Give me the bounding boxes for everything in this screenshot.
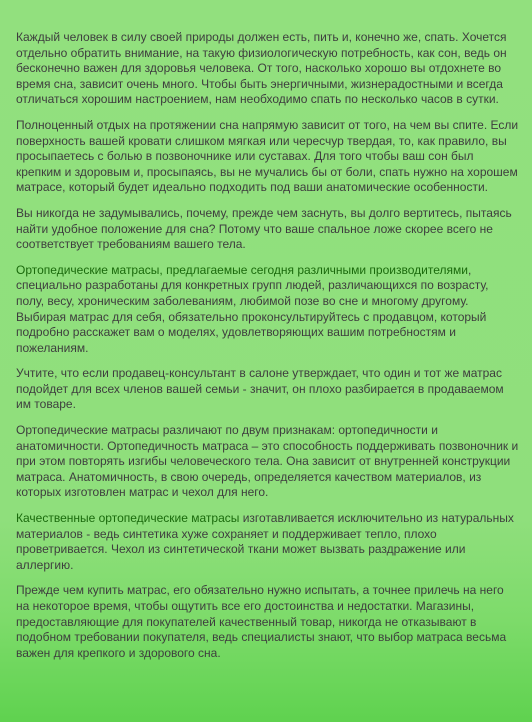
paragraph-orthopedic-matrasses (16, 263, 519, 357)
link-orthopedic-matrasses[interactable]: Ортопедические матрасы (16, 262, 160, 277)
paragraph-quality-text: изготавливается исключительно из натуральных материалов - ведь синтетика хуже сохраняет и поддерживает тепло, плохо проветривается. Чехол из синтетической ткани может вызвать раздражение или аллергию. (16, 511, 514, 572)
paragraph-quality (16, 511, 519, 573)
paragraph-sleep-position: Вы никогда не задумывались, почему, прежде чем заснуть, вы долго вертитесь, пытаясь найти удобное положение для сна? Потому что ваше спальное ложе скорее всего не соответствует требованиям вашего тела. (16, 205, 512, 252)
link-manufacturers[interactable]: предлагаемые сегодня различными производителями (166, 262, 468, 277)
paragraph-testing: Прежде чем купить матрас, его обязательно нужно испытать, а точнее прилечь на него на некоторое время, чтобы ощутить все его достоинства и недостатки. Магазины, предоставляющие для покупателей качественный товар, никогда не отказывают в подобном требовании покупателя, ведь специалисты знают, что выбор матраса весьма важен для крепкого и здорового сна. (16, 583, 507, 660)
paragraph-orthopedic-text: , специально разработаны для конкретных групп людей, различающихся по возрасту, полу, весу, хроническим заболеваниям, любимой позе во сне и многому другому. Выбирая матрас для себя, обязательно проконсультируйтесь с продавцом, который подробно расскажет вам о моделях, удовлетворяющих вашим потребностям и пожеланиям. (16, 262, 489, 355)
link-separator: , (159, 262, 167, 277)
article-body (16, 30, 519, 671)
paragraph-criteria: Ортопедические матрасы различают по двум признакам: ортопедичности и анатомичности. Ортопедичность матраса – это способность поддерживать позвоночник и при этом повторять изгибы человеческого тела. Она зависит от внутренней конструкции матраса. Анатомичность, в свою очередь, определяется качеством материалов, из которых изготовлен матрас и чехол для него. (16, 423, 519, 500)
paragraph-consultant: Учтите, что если продавец-консультант в салоне утверждает, что один и тот же матрас подойдет для всех членов вашей семьи - значит, он плохо разбирается в продаваемом им товаре. (16, 366, 504, 412)
paragraph-intro: Каждый человек в силу своей природы должен есть, пить и, конечно же, спать. Хочется отдельно обратить внимание, на такую физиологическую потребность, как сон, ведь он бесконечно важен для здоровья человека. От того, насколько хорошо вы отдохнете во время сна, зависит очень много. Чтобы быть энергичными, жизнерадостными и всегда отличаться хорошим настроением, нам необходимо спать по несколько часов в сутки. (16, 30, 507, 107)
link-quality-matrasses[interactable]: Качественные ортопедические матрасы (16, 511, 240, 526)
paragraph-sleep-surface: Полноценный отдых на протяжении сна напрямую зависит от того, на чем вы спите. Если поверхность вашей кровати слишком мягкая или чересчур твердая, то, как правило, вы просыпаетесь с болью в позвоночнике или суставах. Для того чтобы ваш сон был крепким и здоровым и, просыпаясь, вы не мучались бы от боли, спать нужно на хорошем матрасе, который будет идеально подходить под ваши анатомические особенности. (16, 117, 519, 195)
